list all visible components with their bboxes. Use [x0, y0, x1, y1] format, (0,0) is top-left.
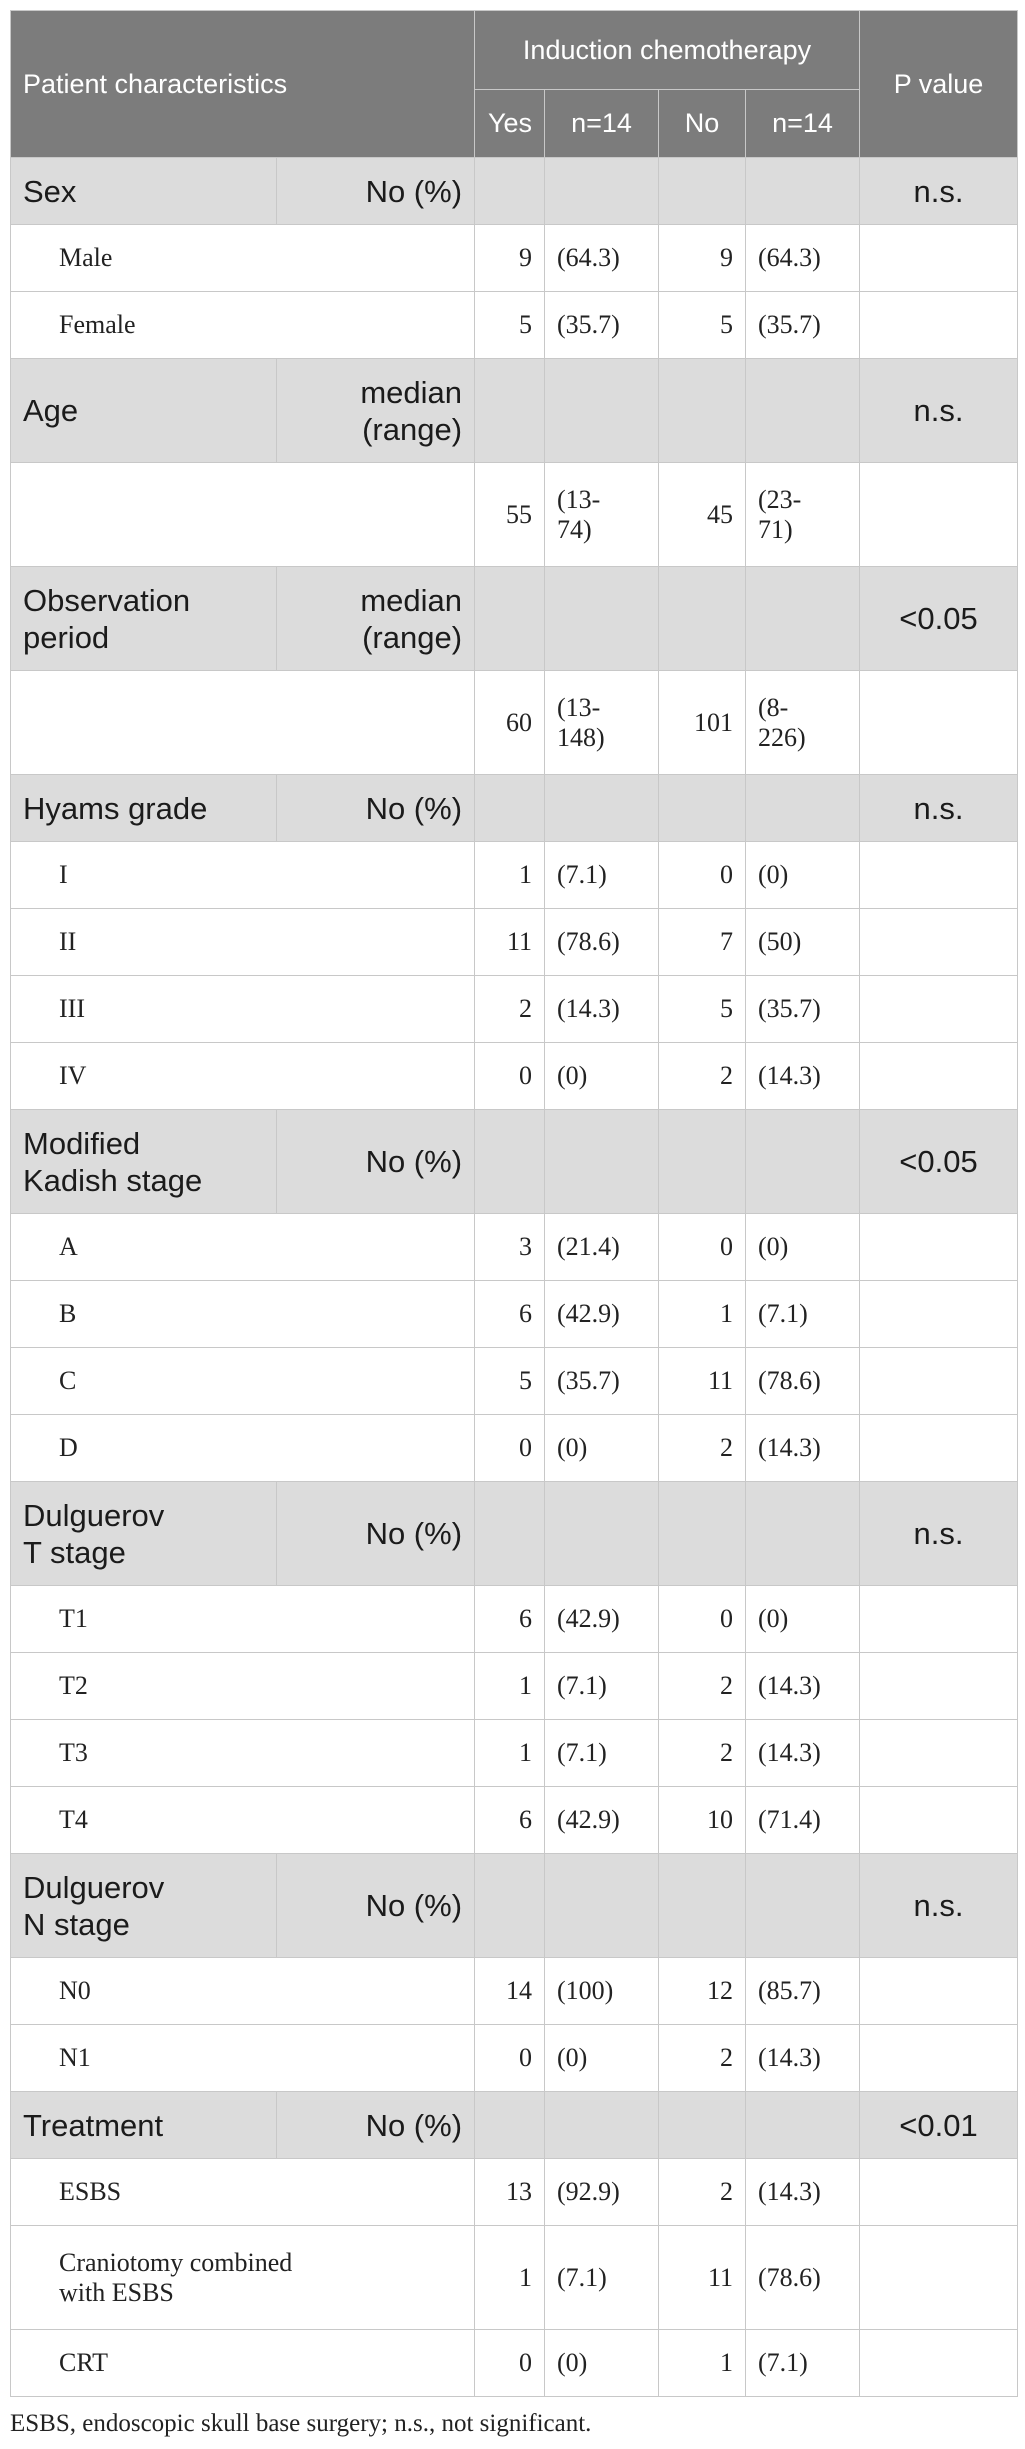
header-yes-n: n=14	[545, 90, 659, 158]
table-row	[11, 1043, 1018, 1110]
header-no-n: n=14	[746, 90, 860, 158]
row-label: CRT	[11, 2330, 475, 2397]
yes-percent: (7.1)	[545, 1653, 659, 1720]
row-label: N1	[11, 2025, 475, 2092]
row-label: IV	[11, 1043, 475, 1110]
section-title: Hyams grade	[11, 775, 277, 842]
row-label: D	[11, 1415, 475, 1482]
yes-percent: (7.1)	[545, 2226, 659, 2330]
yes-percent: (21.4)	[545, 1214, 659, 1281]
table-row	[11, 1787, 1018, 1854]
no-percent: (0)	[746, 1586, 860, 1653]
no-percent: (0)	[746, 1214, 860, 1281]
table-row	[11, 2159, 1018, 2226]
section-measure: No (%)	[277, 158, 475, 225]
row-label: I	[11, 842, 475, 909]
header-p-value: P value	[860, 11, 1018, 158]
section-title: Observation period	[11, 567, 277, 671]
no-percent: (7.1)	[746, 2330, 860, 2397]
yes-percent: (42.9)	[545, 1787, 659, 1854]
no-percent: (35.7)	[746, 976, 860, 1043]
section-measure: No (%)	[277, 1854, 475, 1958]
no-count: 0	[659, 842, 746, 909]
yes-percent: (42.9)	[545, 1586, 659, 1653]
section-title: Dulguerov T stage	[11, 1482, 277, 1586]
section-p-value: n.s.	[860, 158, 1018, 225]
yes-percent: (0)	[545, 1043, 659, 1110]
section-row	[11, 1110, 1018, 1214]
yes-median: 60	[475, 671, 545, 775]
no-percent: (14.3)	[746, 2025, 860, 2092]
yes-count: 1	[475, 2226, 545, 2330]
no-count: 10	[659, 1787, 746, 1854]
no-count: 2	[659, 2159, 746, 2226]
table-row	[11, 2226, 1018, 2330]
no-count: 11	[659, 1348, 746, 1415]
no-percent: (14.3)	[746, 1653, 860, 1720]
section-row	[11, 158, 1018, 225]
no-percent: (7.1)	[746, 1281, 860, 1348]
section-p-value: <0.05	[860, 567, 1018, 671]
no-count: 2	[659, 1415, 746, 1482]
row-label: B	[11, 1281, 475, 1348]
table-row	[11, 1720, 1018, 1787]
section-title: Age	[11, 359, 277, 463]
no-count: 5	[659, 976, 746, 1043]
no-percent: (14.3)	[746, 1043, 860, 1110]
yes-percent: (42.9)	[545, 1281, 659, 1348]
row-label: Female	[11, 292, 475, 359]
table-row	[11, 1348, 1018, 1415]
header-no: No	[659, 90, 746, 158]
table-footnote: ESBS, endoscopic skull base surgery; n.s., not significant.	[10, 2410, 592, 2437]
table-row	[11, 842, 1018, 909]
no-count: 1	[659, 1281, 746, 1348]
no-count: 5	[659, 292, 746, 359]
yes-percent: (14.3)	[545, 976, 659, 1043]
row-label: T4	[11, 1787, 475, 1854]
yes-percent: (0)	[545, 1415, 659, 1482]
yes-count: 6	[475, 1586, 545, 1653]
no-count: 2	[659, 1653, 746, 1720]
yes-count: 9	[475, 225, 545, 292]
row-label: A	[11, 1214, 475, 1281]
yes-count: 0	[475, 1415, 545, 1482]
section-p-value: n.s.	[860, 359, 1018, 463]
yes-count: 14	[475, 1958, 545, 2025]
section-measure: median (range)	[277, 359, 475, 463]
yes-count: 5	[475, 1348, 545, 1415]
section-p-value: n.s.	[860, 1854, 1018, 1958]
table-row	[11, 1214, 1018, 1281]
yes-count: 13	[475, 2159, 545, 2226]
row-label: T3	[11, 1720, 475, 1787]
no-percent: (71.4)	[746, 1787, 860, 1854]
no-count: 7	[659, 909, 746, 976]
no-percent: (78.6)	[746, 2226, 860, 2330]
section-row	[11, 2092, 1018, 2159]
no-count: 0	[659, 1586, 746, 1653]
no-count: 2	[659, 2025, 746, 2092]
row-label	[11, 463, 475, 567]
no-count: 11	[659, 2226, 746, 2330]
section-p-value: n.s.	[860, 1482, 1018, 1586]
yes-count: 1	[475, 1653, 545, 1720]
section-measure: median (range)	[277, 567, 475, 671]
no-percent: (14.3)	[746, 1415, 860, 1482]
table-row	[11, 292, 1018, 359]
header-yes: Yes	[475, 90, 545, 158]
no-count: 0	[659, 1214, 746, 1281]
header-induction-chemotherapy: Induction chemotherapy	[475, 11, 860, 90]
section-row	[11, 775, 1018, 842]
row-label: T1	[11, 1586, 475, 1653]
row-label: T2	[11, 1653, 475, 1720]
section-title: Treatment	[11, 2092, 277, 2159]
yes-median: 55	[475, 463, 545, 567]
header-row-1	[11, 11, 1018, 90]
row-label: II	[11, 909, 475, 976]
yes-count: 1	[475, 842, 545, 909]
yes-count: 2	[475, 976, 545, 1043]
no-percent: (0)	[746, 842, 860, 909]
row-label: Male	[11, 225, 475, 292]
table-row	[11, 463, 1018, 567]
row-label: Craniotomy combined with ESBS	[11, 2226, 475, 2330]
no-percent: (35.7)	[746, 292, 860, 359]
no-count: 2	[659, 1043, 746, 1110]
no-median: 101	[659, 671, 746, 775]
yes-count: 0	[475, 2330, 545, 2397]
patient-characteristics-table	[10, 10, 1018, 2397]
section-measure: No (%)	[277, 1482, 475, 1586]
no-range: (23- 71)	[746, 463, 860, 567]
table-row	[11, 1653, 1018, 1720]
row-label: III	[11, 976, 475, 1043]
yes-count: 0	[475, 1043, 545, 1110]
no-percent: (50)	[746, 909, 860, 976]
characteristics-table-container	[10, 10, 1017, 2397]
section-measure: No (%)	[277, 1110, 475, 1214]
no-percent: (14.3)	[746, 2159, 860, 2226]
table-row	[11, 909, 1018, 976]
no-range: (8- 226)	[746, 671, 860, 775]
section-row	[11, 567, 1018, 671]
yes-range: (13- 148)	[545, 671, 659, 775]
yes-percent: (35.7)	[545, 1348, 659, 1415]
yes-count: 6	[475, 1281, 545, 1348]
yes-percent: (35.7)	[545, 292, 659, 359]
no-percent: (14.3)	[746, 1720, 860, 1787]
table-row	[11, 1586, 1018, 1653]
yes-count: 6	[475, 1787, 545, 1854]
yes-percent: (0)	[545, 2025, 659, 2092]
yes-count: 5	[475, 292, 545, 359]
table-row	[11, 1415, 1018, 1482]
yes-percent: (7.1)	[545, 842, 659, 909]
no-count: 1	[659, 2330, 746, 2397]
yes-percent: (92.9)	[545, 2159, 659, 2226]
row-label	[11, 671, 475, 775]
section-row	[11, 1482, 1018, 1586]
section-p-value: <0.05	[860, 1110, 1018, 1214]
no-count: 12	[659, 1958, 746, 2025]
no-percent: (85.7)	[746, 1958, 860, 2025]
row-label: ESBS	[11, 2159, 475, 2226]
yes-percent: (7.1)	[545, 1720, 659, 1787]
no-percent: (64.3)	[746, 225, 860, 292]
row-label: C	[11, 1348, 475, 1415]
section-measure: No (%)	[277, 775, 475, 842]
section-p-value: n.s.	[860, 775, 1018, 842]
table-row	[11, 2330, 1018, 2397]
no-count: 2	[659, 1720, 746, 1787]
yes-count: 11	[475, 909, 545, 976]
table-row	[11, 2025, 1018, 2092]
yes-count: 1	[475, 1720, 545, 1787]
row-label: N0	[11, 1958, 475, 2025]
table-row	[11, 1281, 1018, 1348]
table-row	[11, 671, 1018, 775]
section-p-value: <0.01	[860, 2092, 1018, 2159]
table-row	[11, 976, 1018, 1043]
yes-percent: (100)	[545, 1958, 659, 2025]
yes-percent: (64.3)	[545, 225, 659, 292]
section-row	[11, 359, 1018, 463]
yes-range: (13- 74)	[545, 463, 659, 567]
table-row	[11, 225, 1018, 292]
yes-percent: (0)	[545, 2330, 659, 2397]
section-measure: No (%)	[277, 2092, 475, 2159]
section-title: Modified Kadish stage	[11, 1110, 277, 1214]
section-row	[11, 1854, 1018, 1958]
header-patient-characteristics: Patient characteristics	[11, 11, 475, 158]
no-median: 45	[659, 463, 746, 567]
yes-percent: (78.6)	[545, 909, 659, 976]
yes-count: 3	[475, 1214, 545, 1281]
yes-count: 0	[475, 2025, 545, 2092]
no-percent: (78.6)	[746, 1348, 860, 1415]
section-title: Sex	[11, 158, 277, 225]
table-row	[11, 1958, 1018, 2025]
section-title: Dulguerov N stage	[11, 1854, 277, 1958]
no-count: 9	[659, 225, 746, 292]
